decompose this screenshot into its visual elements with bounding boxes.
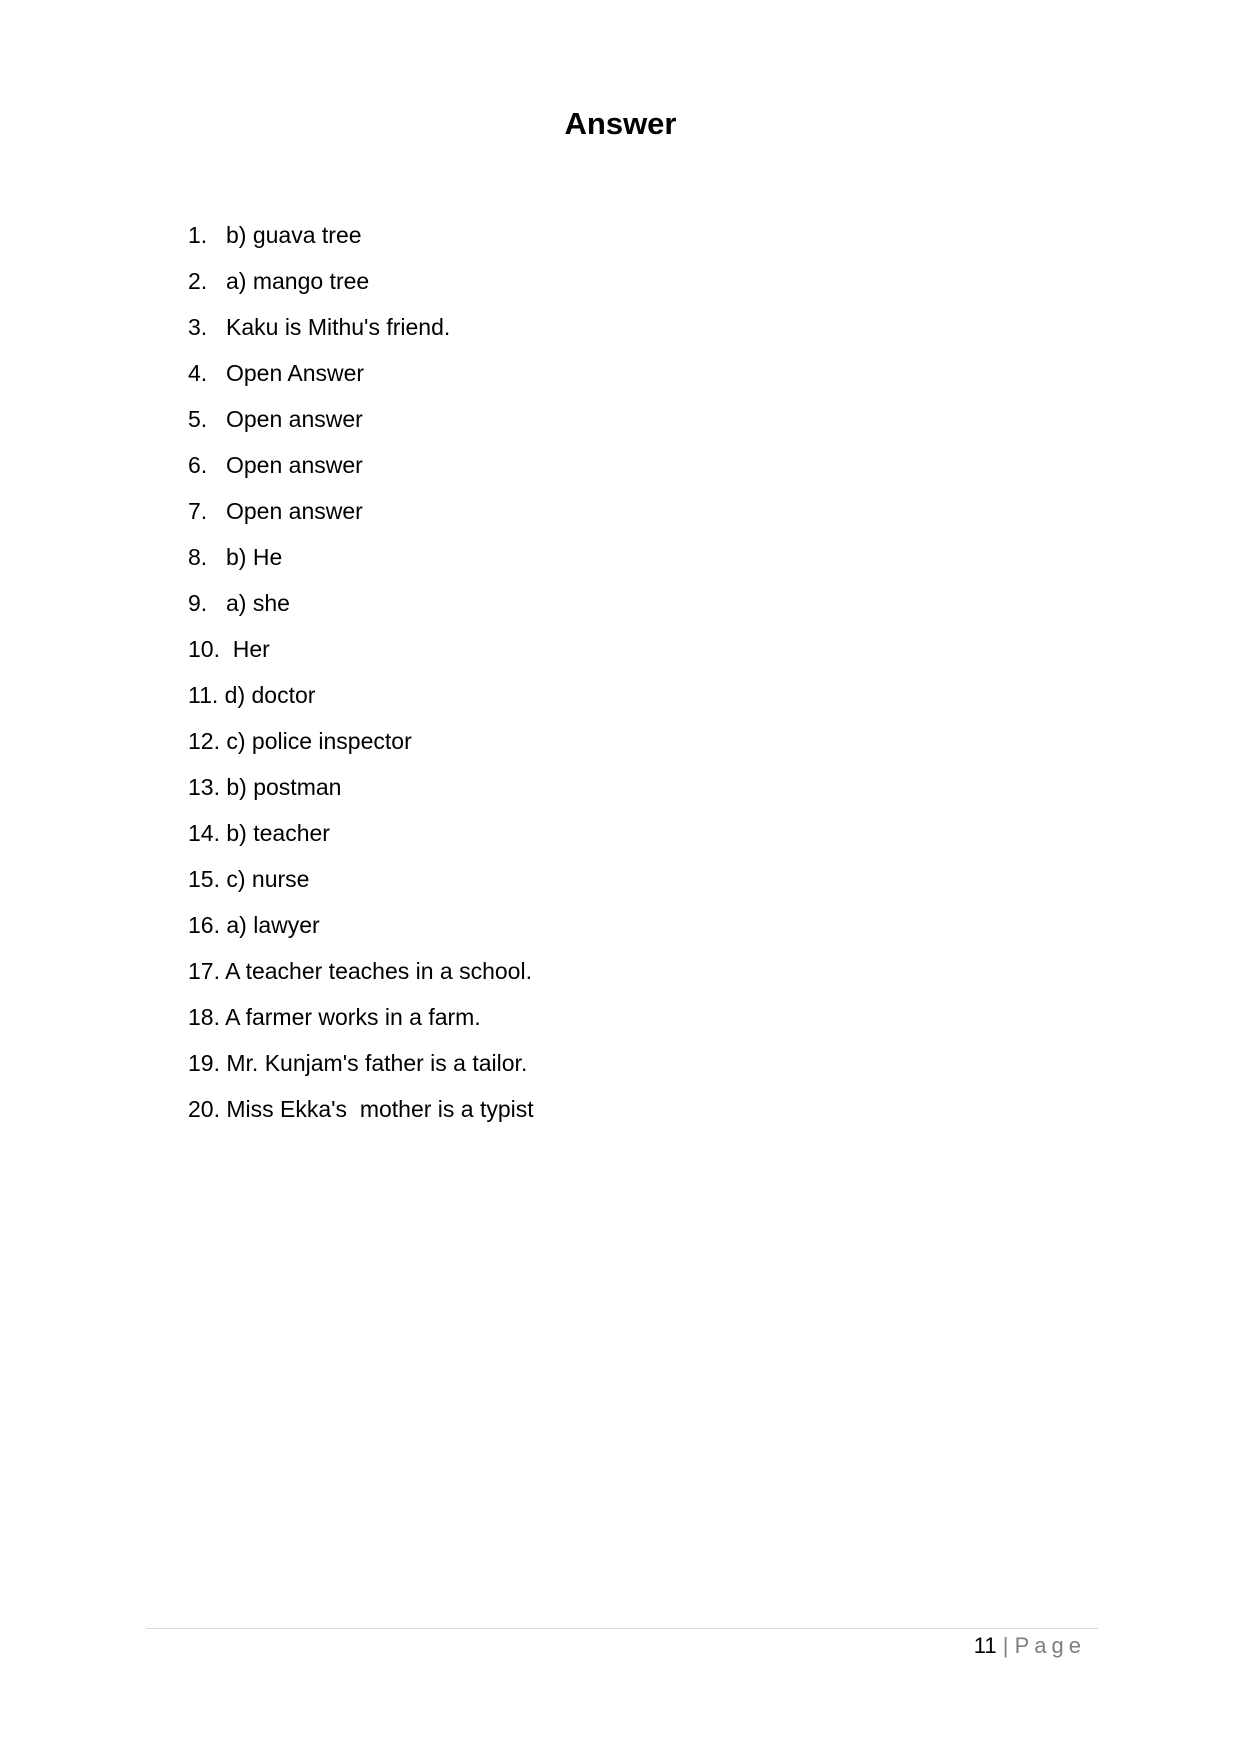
list-item	[188, 675, 534, 721]
item-text: a) lawyer	[219, 912, 320, 938]
list-item	[188, 491, 534, 537]
item-text: Open answer	[226, 452, 363, 478]
item-text: c) police inspector	[219, 728, 412, 754]
list-item	[188, 261, 534, 307]
item-text: Miss Ekka's mother is a typist	[219, 1096, 534, 1122]
item-number: 19.	[188, 1050, 220, 1076]
footer-separator: |	[1002, 1633, 1009, 1658]
item-text: b) postman	[219, 774, 342, 800]
list-item	[188, 767, 534, 813]
list-item	[188, 1089, 534, 1135]
item-number: 3.	[188, 314, 208, 340]
item-number: 16.	[188, 912, 220, 938]
list-item	[188, 537, 534, 583]
list-item	[188, 399, 534, 445]
list-item	[188, 445, 534, 491]
item-number: 1.	[188, 222, 208, 248]
item-text: c) nurse	[219, 866, 310, 892]
item-text: A teacher teaches in a school.	[219, 958, 532, 984]
answer-list	[188, 215, 534, 1135]
item-number: 15.	[188, 866, 220, 892]
item-number: 11.	[188, 682, 219, 708]
item-text: Mr. Kunjam's father is a tailor.	[219, 1050, 528, 1076]
item-text: Her	[219, 636, 270, 662]
list-item	[188, 951, 534, 997]
item-number: 12.	[188, 728, 220, 754]
item-text: d) doctor	[218, 682, 316, 708]
item-number: 18.	[188, 1004, 220, 1030]
page-title: Answer	[564, 106, 677, 141]
item-text: a) mango tree	[226, 268, 370, 294]
item-text: Open answer	[226, 406, 363, 432]
page-footer	[974, 1628, 1086, 1664]
item-number: 17.	[188, 958, 220, 984]
item-text: Open answer	[226, 498, 363, 524]
item-number: 14.	[188, 820, 220, 846]
page-number: 11	[973, 1633, 997, 1658]
item-text: b) teacher	[219, 820, 330, 846]
item-number: 6.	[188, 452, 208, 478]
item-text: Open Answer	[226, 360, 365, 386]
list-item	[188, 215, 534, 261]
item-number: 9.	[188, 590, 208, 616]
item-number: 8.	[188, 544, 208, 570]
page-label: Page	[1014, 1633, 1086, 1658]
item-number: 20.	[188, 1096, 220, 1122]
item-text: A farmer works in a farm.	[219, 1004, 481, 1030]
list-item	[188, 813, 534, 859]
list-item	[188, 307, 534, 353]
item-text: b) He	[226, 544, 283, 570]
list-item	[188, 1043, 534, 1089]
list-item	[188, 997, 534, 1043]
item-number: 4.	[188, 360, 208, 386]
item-number: 10.	[188, 636, 220, 662]
list-item	[188, 905, 534, 951]
list-item	[188, 583, 534, 629]
item-number: 13.	[188, 774, 220, 800]
item-number: 7.	[188, 498, 208, 524]
list-item	[188, 629, 534, 675]
footer-divider	[146, 1628, 1098, 1629]
item-text: Kaku is Mithu's friend.	[226, 314, 451, 340]
item-text: b) guava tree	[226, 222, 362, 248]
item-text: a) she	[226, 590, 290, 616]
list-item	[188, 353, 534, 399]
item-number: 2.	[188, 268, 208, 294]
list-item	[188, 721, 534, 767]
item-number: 5.	[188, 406, 208, 432]
list-item	[188, 859, 534, 905]
